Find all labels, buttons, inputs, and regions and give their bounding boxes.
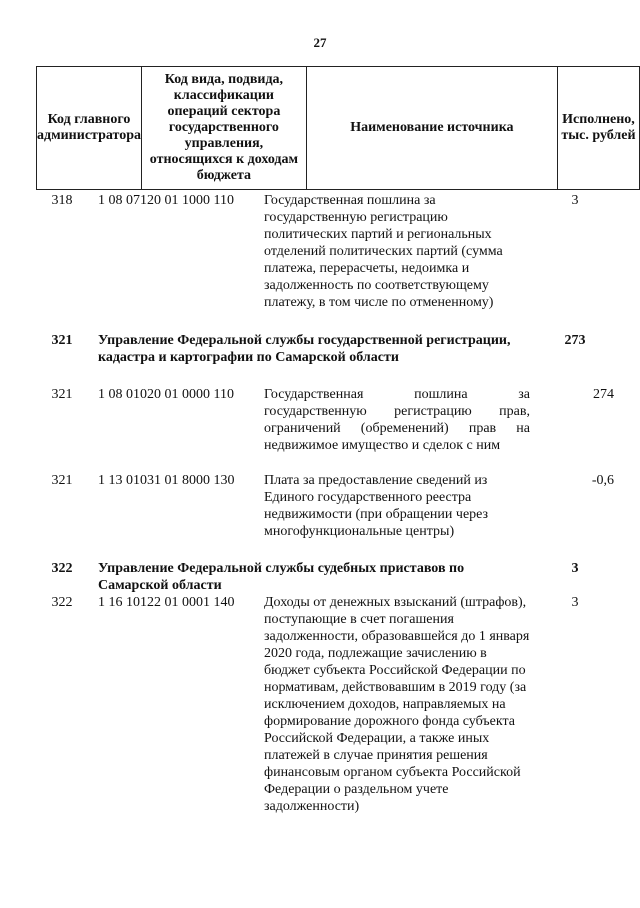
executed-value: 3 [571,193,579,208]
admin-code: 322 [51,595,73,610]
header-classification-code: Код вида, подвида, классификации операций сектора государственного управления, относящихся к доходам бюджета [141,67,306,190]
table-header [36,66,640,190]
section-title: Управление Федеральной службы судебных приставов по Самарской области [98,561,465,593]
classification-code: 1 08 07120 01 1000 110 [98,193,234,208]
executed-value: -0,6 [591,473,614,488]
executed-value: 3 [571,595,579,610]
header-admin-code: Код главного администратора [37,67,142,190]
executed-value: 274 [593,387,614,402]
executed-value: 3 [571,561,579,576]
source-name: Доходы от денежных взысканий (штрафов), поступающие в счет погашения задолженности, образовавшейся до 1 января 2020 года, подлежащие зачислению в бюджет субъекта Российской Федерации по нормативам, действовавшим в 2019 году (за исключением доходов, направляемых на формирование дорожного фонда субъекта Российской Федерации, а также иных платежей в случае принятия решения финансовым органом субъекта Российской Федерации о раздельном учете задолженности) [264,595,530,814]
section-title: Управление Федеральной службы государственной регистрации, кадастра и картографии по Самарской области [98,333,511,365]
source-name: Плата за предоставление сведений из Единого государственного реестра недвижимости (при обращении через многофункциональные центры) [264,473,489,539]
classification-code: 1 08 01020 01 0000 110 [98,387,234,402]
source-name: Государственная пошлина за государственную регистрацию политических партий и региональных отделений политических партий (сумма платежа, перерасчеты, недоимка и задолженность по соответствующему платежу, в том числе по отмененному) [264,193,503,310]
page-number: 27 [313,35,327,50]
source-name: Государственная пошлина за государственную регистрацию прав, ограничений (обременений) прав на недвижимое имущество и сделок с ним [264,387,530,453]
admin-code: 321 [51,387,73,402]
header-source-name: Наименование источника [306,67,557,190]
header-executed: Исполнено, тыс. рублей [557,67,639,190]
admin-code: 322 [51,561,73,576]
admin-code: 321 [51,333,73,348]
admin-code: 318 [51,193,73,208]
admin-code: 321 [51,473,73,488]
classification-code: 1 16 10122 01 0001 140 [98,595,235,610]
classification-code: 1 13 01031 01 8000 130 [98,473,235,488]
executed-value: 273 [564,333,586,348]
